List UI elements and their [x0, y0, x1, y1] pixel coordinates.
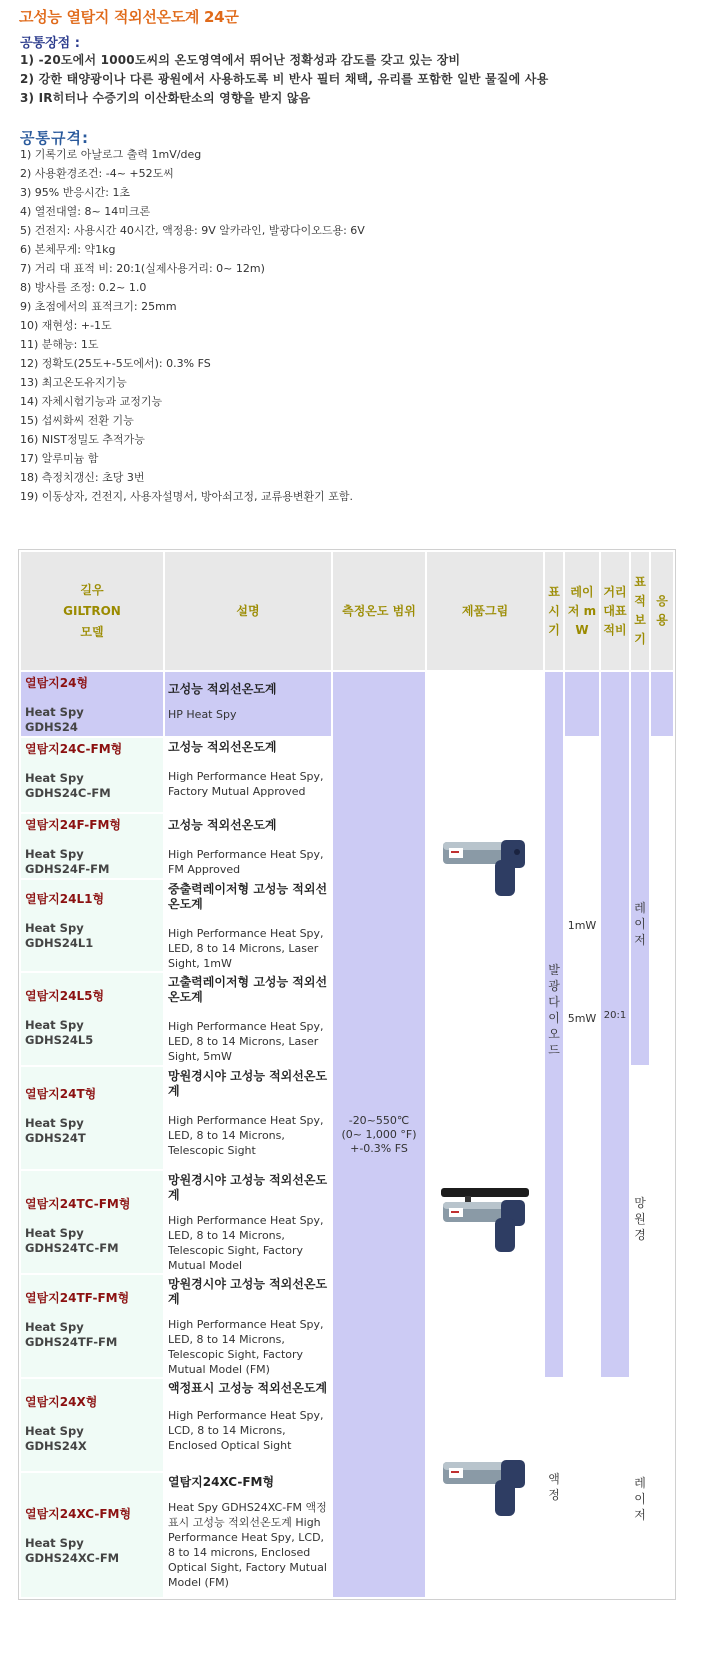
model-desc: 망원경시야 고성능 적외선온도계 High Performance Heat Spy, LED, 8 to 14 Microns, Telescopic Sight, Factory Mutual Model (FM) — [165, 1275, 331, 1377]
spec-item: 15) 섭씨화씨 전환 기능 — [20, 414, 134, 427]
features-heading: 공통장점 : — [20, 36, 80, 51]
header-image: 제품그림 — [427, 552, 543, 670]
spec-item: 2) 사용환경조건: -4~ +52도씨 — [20, 167, 174, 180]
spec-item: 18) 측정치갱신: 초당 3번 — [20, 471, 145, 484]
sight-laser2-cell: 레이저 — [631, 1379, 649, 1597]
spec-item: 17) 알루미늄 함 — [20, 452, 99, 465]
telescopic-thermometer-image — [435, 1186, 535, 1256]
model-desc: 망원경시야 고성능 적외선온도계 High Performance Heat Spy, LED, 8 to 14 Microns, Telescopic Sight, Factory Mutual Model — [165, 1171, 331, 1273]
header-sight: 표적보기 — [631, 552, 649, 670]
spec-item: 7) 거리 대 표적 비: 20:1(실제사용거리: 0~ 12m) — [20, 262, 265, 275]
model-name: 열탐지24TC-FM형 — [25, 1197, 131, 1211]
spec-item: 9) 초점에서의 표적크기: 25mm — [20, 300, 177, 313]
spec-item: 16) NIST정밀도 추적가능 — [20, 433, 145, 446]
model-name: 열탐지24T형 — [25, 1087, 97, 1101]
table-row: 열탐지24XC-FM형 Heat Spy GDHS24XC-FM — [21, 1473, 163, 1597]
spec-item: 1) 기록기로 아날로그 출력 1mV/deg — [20, 148, 202, 161]
feature-item: 3) IR히터나 수증기의 이산화탄소의 영향을 받지 않음 — [20, 91, 311, 105]
model-desc: 고성능 적외선온도계 High Performance Heat Spy, FM Approved — [165, 814, 331, 878]
table-row: 열탐지24X형 Heat Spy GDHS24X — [21, 1379, 163, 1471]
product-image-cell — [427, 1067, 543, 1377]
display-led-cell: 발광다이오드 — [545, 672, 563, 1377]
model-name: 열탐지24TF-FM형 — [25, 1291, 130, 1305]
laser-value: 1mW — [565, 880, 599, 971]
model-desc: 고성능 적외선온도계 HP Heat Spy — [165, 672, 331, 736]
model-name: 열탐지24F-FM형 — [25, 818, 122, 832]
model-name: 열탐지24L1형 — [25, 892, 105, 906]
lcd-thermometer-image — [435, 1452, 535, 1522]
spec-item: 6) 본체무게: 약1kg — [20, 243, 116, 256]
model-desc: 액정표시 고성능 적외선온도계 High Performance Heat Spy, LCD, 8 to 14 Microns, Enclosed Optical Sight — [165, 1379, 331, 1471]
model-desc: 고성능 적외선온도계 High Performance Heat Spy, Factory Mutual Approved — [165, 738, 331, 812]
laser-cell — [565, 672, 599, 736]
header-app: 응용 — [651, 552, 673, 670]
feature-item: 2) 강한 태양광이나 다른 광원에서 사용하도록 비 반사 필터 채택, 유리를 포함한 일반 물질에 사용 — [20, 72, 549, 86]
header-model: 길우 GILTRON 모델 — [21, 552, 163, 670]
model-desc: 고출력레이저형 고성능 적외선온도계 High Performance Heat Spy, LED, 8 to 14 Microns, Laser Sight, 5mW — [165, 973, 331, 1065]
table-row: 열탐지24L1형 Heat Spy GDHS24L1 — [21, 880, 163, 971]
model-desc: 중출력레이저형 고성능 적외선온도계 High Performance Heat Spy, LED, 8 to 14 Microns, Laser Sight, 1mW — [165, 880, 331, 971]
sight-laser-cell: 레이저 — [631, 672, 649, 1065]
spec-item: 11) 분해능: 1도 — [20, 338, 99, 351]
header-range: 측정온도 범위 — [333, 552, 425, 670]
table-row: 열탐지24TC-FM형 Heat Spy GDHS24TC-FM — [21, 1171, 163, 1273]
product-image-cell — [427, 1379, 543, 1597]
header-desc: 설명 — [165, 552, 331, 670]
sight-scope-cell: 망원경 — [631, 1067, 649, 1377]
spec-item: 5) 건전지: 사용시간 40시간, 액정용: 9V 알카라인, 발광다이오드용: 6V — [20, 224, 365, 237]
model-name: 열탐지24X형 — [25, 1395, 98, 1409]
spec-item: 3) 95% 반응시간: 1초 — [20, 186, 131, 199]
spec-item: 13) 최고온도유지기능 — [20, 376, 127, 389]
model-name: 열탐지24XC-FM형 — [25, 1507, 132, 1521]
table-row: 열탐지24L5형 Heat Spy GDHS24L5 — [21, 973, 163, 1065]
table-row: 열탐지24C-FM형 Heat Spy GDHS24C-FM — [21, 738, 163, 812]
range-cell: -20~550℃ (0~ 1,000 °F) +-0.3% FS — [333, 672, 425, 1597]
table-row: 열탐지24F-FM형 Heat Spy GDHS24F-FM — [21, 814, 163, 878]
spec-item: 14) 자체시험기능과 교정기능 — [20, 395, 163, 408]
header-display: 표시기 — [545, 552, 563, 670]
product-image-cell — [427, 672, 543, 1065]
header-laser: 레이저 mW — [565, 552, 599, 670]
display-lcd-cell: 액정 — [545, 1379, 563, 1597]
table-row: 열탐지24형 Heat Spy GDHS24 — [21, 672, 163, 736]
model-desc: 망원경시야 고성능 적외선온도계 High Performance Heat Spy, LED, 8 to 14 Microns, Telescopic Sight — [165, 1067, 331, 1169]
app-cell — [651, 672, 673, 736]
thermometer-gun-image — [435, 832, 535, 902]
model-name: 열탐지24C-FM형 — [25, 742, 123, 756]
model-name: 열탐지24L5형 — [25, 989, 105, 1003]
spec-item: 12) 정확도(25도+-5도에서): 0.3% FS — [20, 357, 211, 370]
spec-item: 19) 이동상자, 건전지, 사용자설명서, 방아쇠고정, 교류용변환기 포함. — [20, 490, 354, 503]
model-name: 열탐지24형 — [25, 676, 89, 690]
spec-item: 10) 재현성: +-1도 — [20, 319, 112, 332]
spec-item: 8) 방사를 조정: 0.2~ 1.0 — [20, 281, 147, 294]
specs-heading: 공통규격: — [20, 129, 89, 147]
table-row: 열탐지24T형 Heat Spy GDHS24T — [21, 1067, 163, 1169]
ratio-cell: 20:1 — [601, 672, 629, 1377]
model-desc: 열탐지24XC-FM형 Heat Spy GDHS24XC-FM 액정표시 고성능 적외선온도계 High Performance Heat Spy, LCD, 8 to 14 microns, Enclosed Optical Sight, Factory Mutual Model (FM) — [165, 1473, 331, 1597]
spec-item: 4) 열전대열: 8~ 14미크론 — [20, 205, 151, 218]
laser-value: 5mW — [565, 973, 599, 1065]
header-ratio: 거리대표적비 — [601, 552, 629, 670]
page-title: 고성능 열탐지 적외선온도계 24군 — [19, 8, 239, 26]
feature-item: 1) -20도에서 1000도씨의 온도영역에서 뛰어난 정확성과 감도를 갖고 있는 장비 — [20, 53, 461, 67]
models-table — [18, 549, 676, 1600]
table-row: 열탐지24TF-FM형 Heat Spy GDHS24TF-FM — [21, 1275, 163, 1377]
